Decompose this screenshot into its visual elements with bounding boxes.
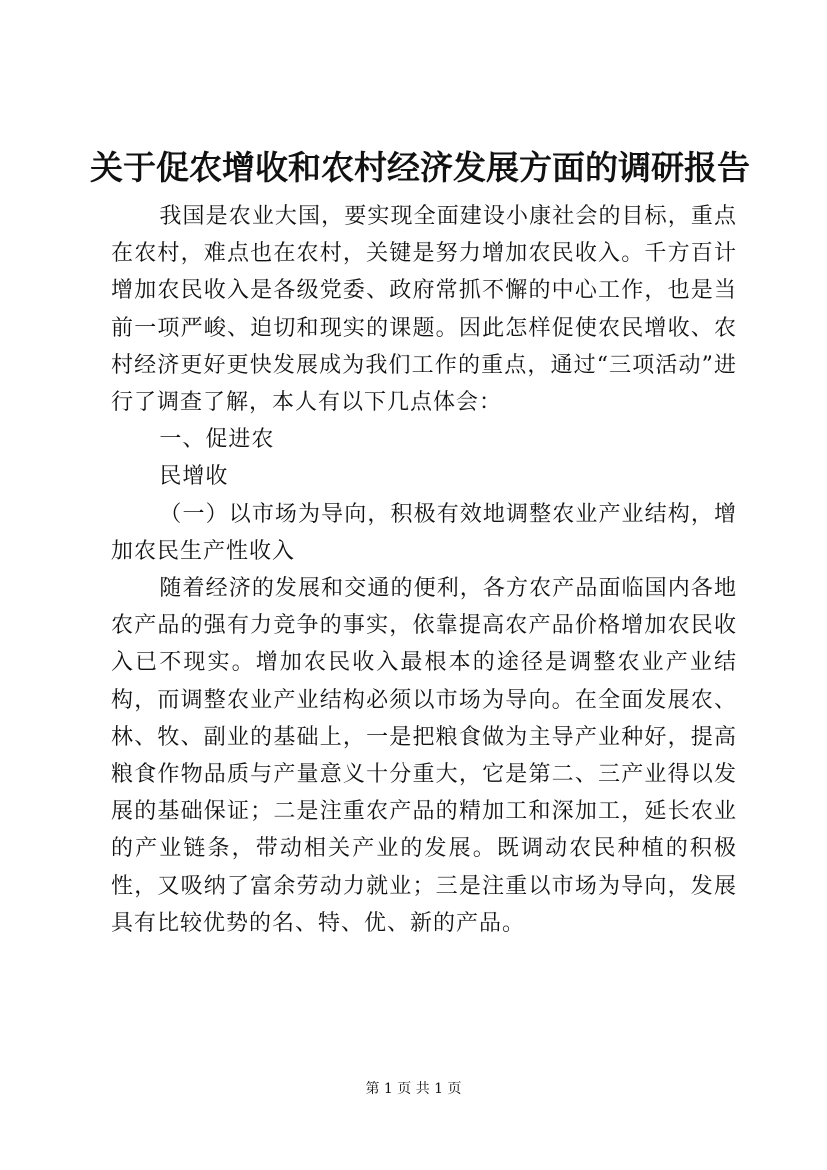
document-body (111, 198, 737, 942)
section-heading-part-1: 一、促进农 (159, 427, 275, 453)
body-paragraph: 随着经济的发展和交通的便利，各方农产品面临国内各地农产品的强有力竞争的事实，依靠提高农产品价格增加农民收入已不现实。增加农民收入最根本的途径是调整农业产业结构，而调整农业产业结构必须以市场为导向。在全面发展农、林、牧、副业的基础上，一是把粮食做为主导产业种好，提高粮食作物品质与产量意义十分重大，它是第二、三产业得以发展的基础保证；二是注重农产品的精加工和深加工，延长农业的产业链条，带动相关产业的发展。既调动农民种植的积极性，又吸纳了富余劳动力就业；三是注重以市场为导向，发展具有比较优势的名、特、优、新的产品。 (111, 576, 737, 936)
section-heading-part-2: 民增收 (159, 464, 229, 490)
subsection-heading: （一）以市场为导向，积极有效地调整农业产业结构，增加农民生产性收入 (111, 501, 737, 564)
document-title: 关于促农增收和农村经济发展方面的调研报告 (90, 148, 750, 187)
intro-paragraph: 我国是农业大国，要实现全面建设小康社会的目标，重点在农村，难点也在农村，关键是努力增加农民收入。千方百计增加农民收入是各级党委、政府常抓不懈的中心工作，也是当前一项严峻、迫切和现实的课题。因此怎样促使农民增收、农村经济更好更快发展成为我们工作的重点，通过“三项活动”进行了调查了解，本人有以下几点体会： (111, 204, 737, 416)
page-footer: 第 1 页 共 1 页 (365, 1081, 462, 1097)
